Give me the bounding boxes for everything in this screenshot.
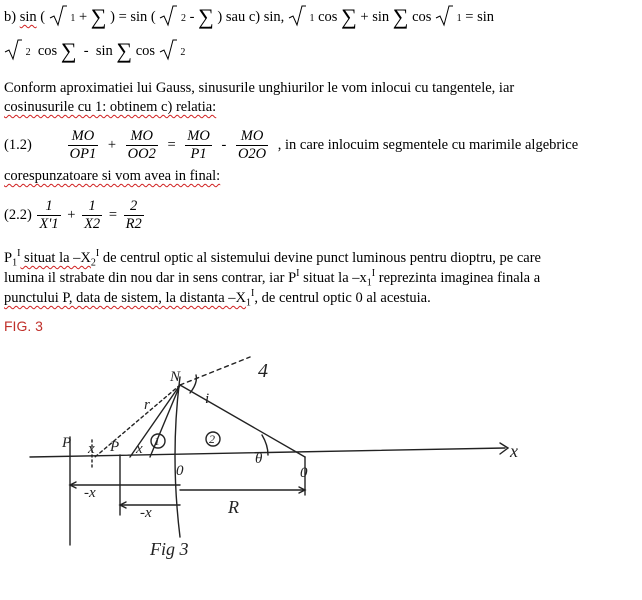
equation-line-b: b) sin ( 1 + ∑ ) = sin ( 2 - ∑ ) sau c) sin, 1 cos ∑ + sin ∑ cos 1 = sin bbox=[4, 4, 495, 29]
label-o: 0 bbox=[176, 463, 184, 479]
label-x1: x bbox=[88, 441, 95, 457]
label-r: r bbox=[144, 397, 150, 413]
sin-word: sin bbox=[19, 9, 37, 25]
fraction: $\frac{MO}{P1}$ bbox=[187, 128, 210, 162]
radius-line bbox=[180, 385, 305, 457]
label-n: N bbox=[170, 369, 181, 385]
label-i: i bbox=[205, 391, 210, 407]
label-one: 1 bbox=[154, 434, 160, 448]
paragraph-gauss-line2: cosinusurile cu 1: obtinem c) relatia: bbox=[4, 99, 217, 115]
label-p1b: P bbox=[110, 439, 120, 455]
fraction: $\frac{MO}{OO2}$ bbox=[127, 128, 156, 162]
sigma-symbol: ∑ bbox=[60, 38, 77, 63]
paragraph-p1-line1: $P_1^I$ situat la $-X_2^I$ de centrul optic al sistemului devine punct luminous pentru dioptru, pe care bbox=[4, 248, 541, 269]
sqrt-symbol bbox=[49, 5, 67, 27]
paragraph-p1-line2: lumina il strabate din nou dar in sens contrar, iar $P^I$ situat la $-x_1^I$ reprezinta imaginea finala a bbox=[4, 268, 541, 289]
label-o1: 0 bbox=[300, 465, 308, 481]
figure-label: FIG. 3 bbox=[4, 318, 43, 334]
fraction: $\frac{2}{R2}$ bbox=[125, 198, 142, 232]
incident-ray bbox=[180, 357, 250, 385]
paragraph-p1-line3: punctului P, data de sistem, la distanta $-X_1^I$, de centrul optic 0 al acestuia. bbox=[4, 288, 431, 309]
sigma-symbol: ∑ bbox=[90, 4, 107, 29]
label-two: 2 bbox=[209, 432, 215, 446]
refracting-surface bbox=[175, 377, 180, 537]
equation-1-2: (1.2) $\frac{MO}{OP1}$ + $\frac{MO}{OO2}$ = $\frac{MO}{P1}$ - $\frac{MO}{O2O}$ , in care inlocuim segmentele cu marimile algebrice bbox=[4, 128, 579, 162]
fraction: $\frac{MO}{OP1}$ bbox=[69, 128, 97, 162]
label-r1: R bbox=[228, 497, 239, 517]
label-four: 4 bbox=[258, 360, 268, 382]
sigma-symbol: ∑ bbox=[116, 38, 133, 63]
equation-2-2: (2.2) $\frac{1}{X'1}$ + $\frac{1}{X2}$ = $\frac{2}{R2}$ bbox=[4, 198, 142, 232]
sqrt-symbol bbox=[159, 39, 177, 61]
fraction: $\frac{1}{X2}$ bbox=[84, 198, 101, 232]
sketch-caption: Fig 3 bbox=[150, 539, 189, 559]
equation-line-b2: 2 cos ∑ - sin ∑ cos 2 bbox=[4, 38, 185, 64]
label-theta: θ bbox=[255, 451, 263, 467]
sqrt-symbol bbox=[4, 39, 22, 61]
fraction: $\frac{1}{X'1}$ bbox=[39, 198, 59, 232]
fraction: $\frac{MO}{O2O}$ bbox=[237, 128, 267, 162]
paragraph-gauss-line1: Conform aproximatiei lui Gauss, sinusurile unghiurilor le vom inlocui cu tangentele, iar bbox=[4, 80, 515, 96]
sigma-symbol: ∑ bbox=[392, 4, 409, 29]
label-minus-x2: -x bbox=[84, 485, 96, 501]
label-minus-x1: -x bbox=[140, 505, 152, 521]
label-x2: x bbox=[136, 441, 143, 457]
sigma-symbol: ∑ bbox=[198, 4, 214, 29]
sqrt-symbol bbox=[288, 5, 306, 27]
label-x-axis: x bbox=[510, 441, 518, 461]
sqrt-symbol bbox=[159, 5, 177, 27]
sqrt-symbol bbox=[435, 5, 453, 27]
sigma-symbol: ∑ bbox=[341, 4, 357, 29]
equation-1-2-line2: corespunzatoare si vom avea in final: bbox=[4, 168, 221, 184]
optics-sketch bbox=[0, 345, 642, 595]
label-p1: P bbox=[62, 435, 72, 451]
